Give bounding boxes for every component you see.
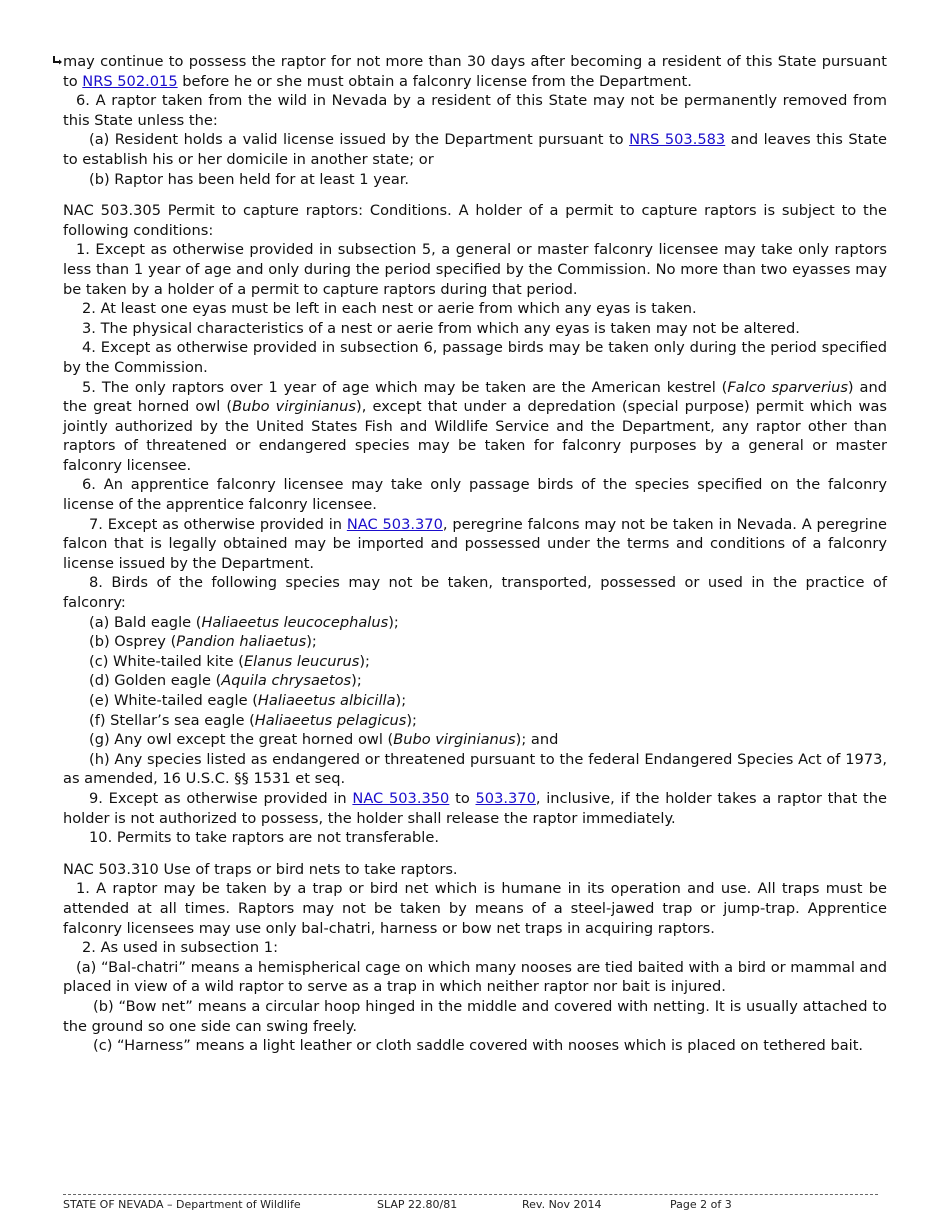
trap-rule-1: 1. A raptor may be taken by a trap or bird net which is humane in its operation and use. All traps must be attended at all times. Raptors may not be taken by means of a steel-jawed trap or jump-trap. Apprentice falconry licensees may use only bal-chatri, harness or bow net traps in acquiring raptors.: [63, 880, 887, 937]
link-nrs-503-583[interactable]: NRS 503.583: [629, 131, 726, 149]
condition-10: 10. Permits to take raptors are not transferable.: [89, 829, 439, 847]
condition-5: 5. The only raptors over 1 year of age which may be taken are the American kestrel (Falco sparverius) and the great horned owl (Bubo virginianus), except that under a depredation (special purpose) permit which was jointly authorized by the United States Fish and Wildlife Service and the Department, any raptor other than raptors of threatened or endangered species may be taken for falconry purposes by a general or master falconry licensee.: [63, 378, 887, 474]
trap-rule-2: 2. As used in subsection 1:: [82, 939, 278, 957]
condition-1: 1. Except as otherwise provided in subsection 5, a general or master falconry licensee may take only raptors less than 1 year of age and only during the period specified by the Commission. No more than two eyasses may be taken by a holder of a permit to capture raptors during that period.: [63, 241, 887, 298]
species-item: (b) Osprey (Pandion haliaetus);: [89, 633, 317, 651]
species-item: (d) Golden eagle (Aquila chrysaetos);: [89, 672, 362, 690]
species-item: (e) White-tailed eagle (Haliaeetus albicilla);: [89, 692, 407, 709]
link-nac-503-350[interactable]: NAC 503.350: [352, 789, 450, 807]
subsection-6: 6. A raptor taken from the wild in Nevada by a resident of this State may not be permanently removed from this State unless the:: [63, 92, 887, 129]
condition-8: 8. Birds of the following species may not be taken, transported, possessed or used in the practice of falconry:: [63, 574, 887, 612]
condition-2: 2. At least one eyas must be left in each nest or aerie from which any eyas is taken.: [82, 300, 697, 318]
condition-6: 6. An apprentice falconry licensee may take only passage birds of the species specified on the falconry license of the apprentice falconry licensee.: [63, 476, 887, 514]
subsection-6a: (a) Resident holds a valid license issued by the Department pursuant to NRS 503.583 and leaves this State to establish his or her domicile in another state; or: [63, 131, 887, 168]
paragraph-continuation: may continue to possess the raptor for not more than 30 days after becoming a resident of this State pursuant to NRS 502.015 before he or she must obtain a falconry license from the Department.: [63, 53, 887, 90]
footer-form-number: SLAP 22.80/81: [377, 1198, 458, 1211]
condition-7: 7. Except as otherwise provided in NAC 503.370, peregrine falcons may not be taken in Nevada. A peregrine falcon that is legally obtained may be imported and possessed under the terms and conditions of a falconry license issued by the Department.: [63, 515, 887, 572]
subsection-6b: (b) Raptor has been held for at least 1 year.: [89, 170, 410, 188]
section-503-305-intro: NAC 503.305 Permit to capture raptors: Conditions. A holder of a permit to capture raptors is subject to the following conditions:: [63, 202, 887, 239]
link-503-370[interactable]: 503.370: [475, 789, 536, 807]
definition-harness: (c) “Harness” means a light leather or cloth saddle covered with nooses which is placed on tethered bait.: [93, 1037, 864, 1055]
document-body: [63, 52, 887, 1056]
link-nac-503-370[interactable]: NAC 503.370: [346, 515, 443, 533]
footer-agency: STATE OF NEVADA – Department of Wildlife: [63, 1198, 301, 1211]
condition-3: 3. The physical characteristics of a nest or aerie from which any eyas is taken may not be altered.: [82, 319, 800, 337]
footer-page-number: Page 2 of 3: [670, 1198, 732, 1211]
species-item: (g) Any owl except the great horned owl (Bubo virginianus); and: [89, 731, 559, 749]
footer-revision: Rev. Nov 2014: [522, 1198, 602, 1211]
species-item: (c) White-tailed kite (Elanus leucurus);: [89, 652, 370, 670]
condition-4: 4. Except as otherwise provided in subsection 6, passage birds may be taken only during the period specified by the Commission.: [63, 339, 887, 376]
footer-divider: [63, 1194, 878, 1195]
section-heading-503-305: NAC 503.305 Permit to capture raptors: Conditions.: [63, 202, 452, 220]
species-item: (a) Bald eagle (Haliaeetus leucocephalus);: [89, 613, 399, 631]
species-item-h: (h) Any species listed as endangered or threatened pursuant to the federal Endangered Species Act of 1973, as amended, 16 U.S.C. §§ 1531 et seq.: [63, 750, 887, 788]
species-item: (f) Stellar’s sea eagle (Haliaeetus pelagicus);: [89, 711, 417, 729]
condition-9: 9. Except as otherwise provided in NAC 503.350 to 503.370, inclusive, if the holder takes a raptor that the holder is not authorized to possess, the holder shall release the raptor immediately.: [63, 789, 887, 827]
section-heading-503-310: NAC 503.310 Use of traps or bird nets to take raptors.: [63, 860, 458, 878]
link-nrs-502-015[interactable]: NRS 502.015: [82, 72, 178, 90]
definition-bal-chatri: (a) “Bal-chatri” means a hemispherical cage on which many nooses are tied baited with a bird or mammal and placed in view of a wild raptor to serve as a trap in which neither raptor nor bait is injured.: [63, 958, 887, 996]
definition-bow-net: (b) “Bow net” means a circular hoop hinged in the middle and covered with netting. It is usually attached to the ground so one side can swing freely.: [63, 997, 887, 1035]
